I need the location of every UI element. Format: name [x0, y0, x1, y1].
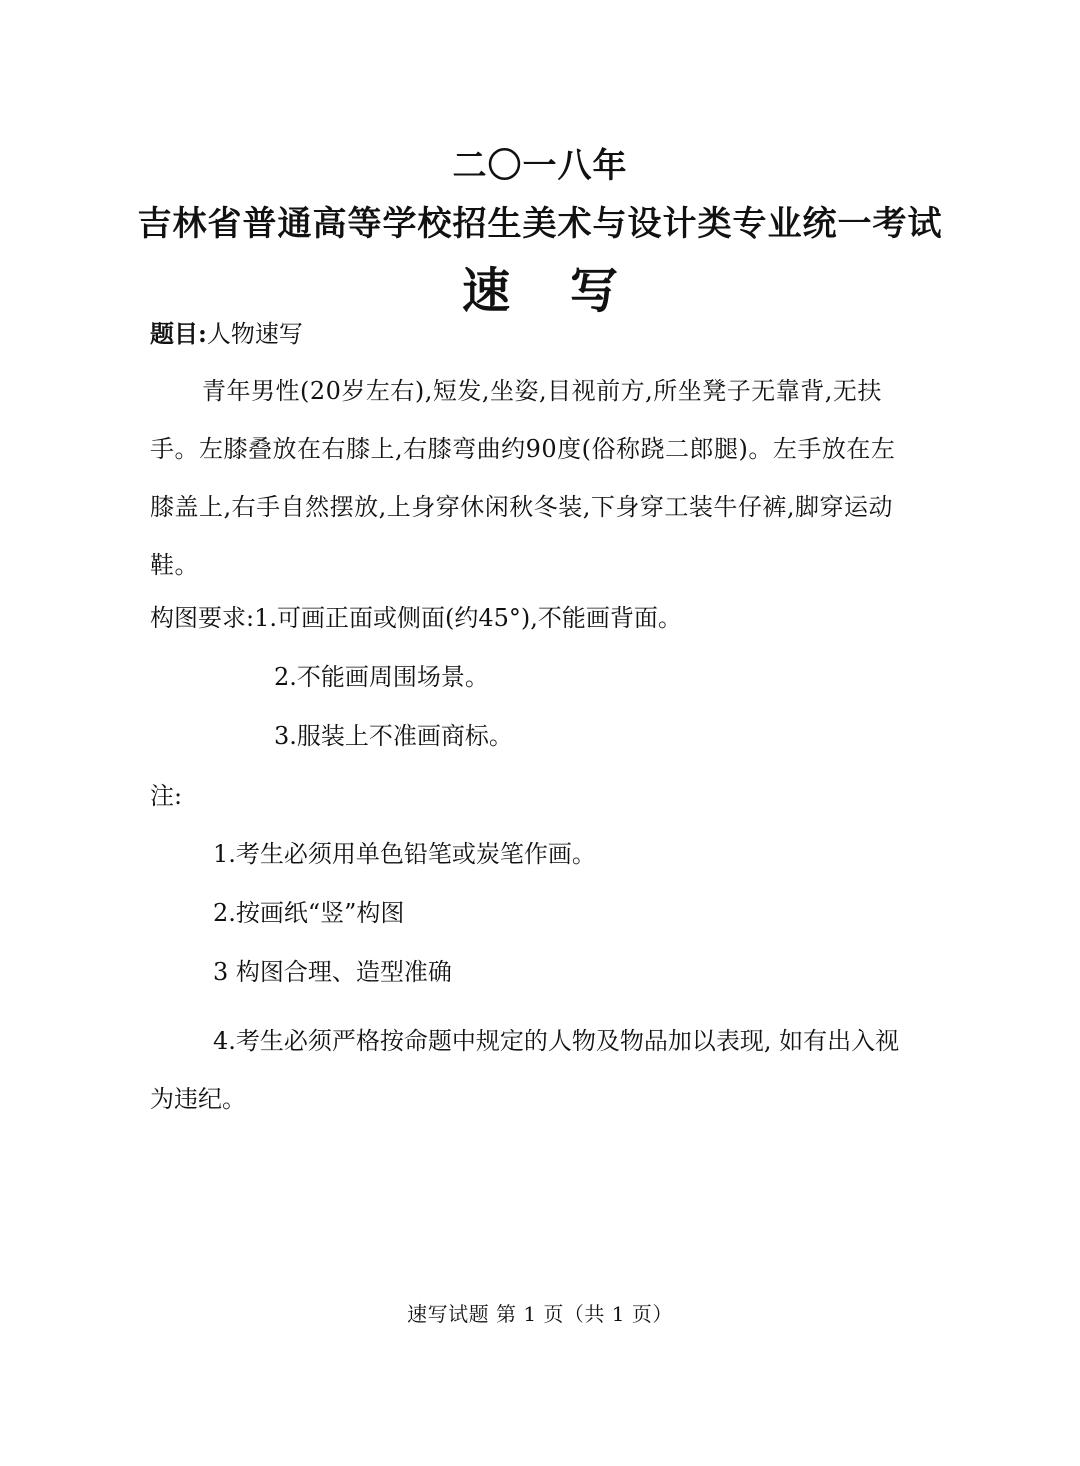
note-item: 1.考生必须用单色铅笔或炭笔作画。 — [213, 840, 596, 868]
note-item: 4.考生必须严格按命题中规定的人物及物品加以表现, 如有出入视为违纪。 — [150, 1027, 900, 1113]
requirement-item: 1.可画正面或侧面(约45°),不能画背面。 — [254, 604, 682, 632]
note-item: 2.按画纸“竖”构图 — [213, 899, 405, 927]
requirement-item: 2.不能画周围场景。 — [274, 663, 489, 691]
exam-year: 二〇一八年 — [452, 146, 628, 186]
requirement-item: 3.服装上不准画商标。 — [274, 722, 513, 750]
topic-line — [150, 318, 303, 350]
requirements-label: 构图要求: — [150, 604, 255, 632]
topic-label: 题目: — [150, 319, 207, 348]
notes-label: 注: — [150, 782, 183, 810]
page-footer: 速写试题 第 1 页（共 1 页） — [407, 1302, 673, 1326]
topic-description: 青年男性(20岁左右),短发,坐姿,目视前方,所坐凳子无靠背,无扶手。左膝叠放在右膝上,右膝弯曲约90度(俗称跷二郎腿)。左手放在左膝盖上,右手自然摆放,上身穿休闲秋冬装,下身穿工装牛仔裤,脚穿运动鞋。 — [150, 377, 896, 579]
exam-title: 吉林省普通高等学校招生美术与设计类专业统一考试 — [137, 204, 943, 244]
requirement-line-1 — [150, 602, 682, 634]
topic-value: 人物速写 — [206, 320, 303, 348]
note-item: 3 构图合理、造型准确 — [213, 958, 452, 986]
subject-heading: 速写 — [461, 263, 678, 319]
